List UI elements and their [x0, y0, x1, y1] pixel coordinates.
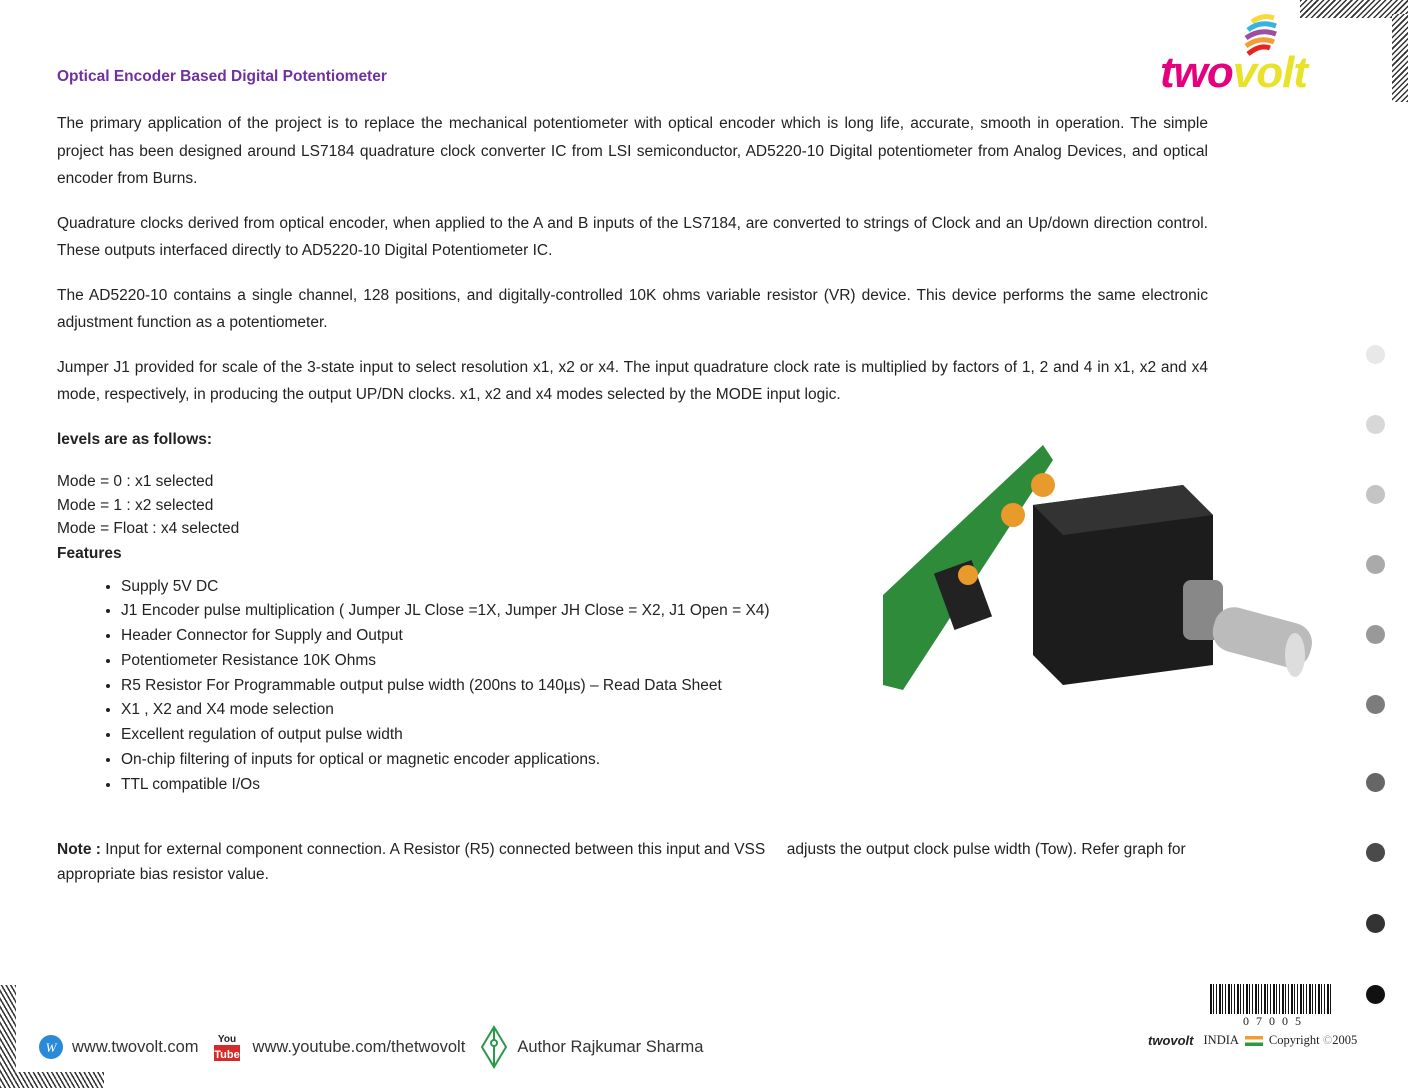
mode-item: Mode = 1 : x2 selected	[57, 496, 214, 514]
barcode	[1210, 984, 1332, 1014]
logo-text: two	[1160, 48, 1233, 97]
twovolt-logo	[1160, 14, 1380, 97]
copyright-symbol: ©	[1322, 1033, 1333, 1047]
decorative-dot	[1366, 914, 1385, 933]
copyright-text: Copyright	[1268, 1033, 1320, 1047]
mode-item: Mode = 0 : x1 selected	[57, 473, 214, 490]
feature-item: • X1 , X2 and X4 mode selection	[121, 698, 1208, 723]
mode-item: Mode = Float : x4 selected	[57, 520, 240, 537]
feature-item: • Supply 5V DC	[121, 575, 1208, 600]
decorative-dot	[1366, 625, 1385, 644]
levels-heading: levels are as follows:	[57, 430, 213, 448]
feature-item: • J1 Encoder pulse multiplication ( Jumper JL Close =1X, Jumper JH Close = X2, J1 Open = X4)	[121, 599, 1208, 624]
decorative-dot	[1366, 485, 1385, 504]
encoder-board-photo	[883, 445, 1320, 690]
decorative-dot	[1366, 345, 1385, 364]
feature-item: • TTL compatible I/Os	[121, 773, 1208, 798]
note-paragraph	[57, 838, 1197, 887]
feature-item: • R5 Resistor For Programmable output pulse width (200ns to 140µs) – Read Data Sheet	[121, 674, 1208, 699]
svg-text:W: W	[45, 1040, 57, 1055]
decorative-dot	[1366, 695, 1385, 714]
copyright-country: INDIA	[1203, 1033, 1239, 1047]
youtube-icon	[213, 1032, 241, 1062]
pen-nib-icon	[479, 1025, 509, 1069]
youtube-link[interactable]: www.youtube.com/thetwovolt	[252, 1037, 466, 1056]
decorative-dot	[1366, 415, 1385, 434]
decorative-dot	[1366, 773, 1385, 792]
page-title: Optical Encoder Based Digital Potentiometer	[57, 68, 387, 85]
feature-item: • Header Connector for Supply and Output	[121, 624, 1208, 649]
barcode-number: 07005	[1243, 1014, 1308, 1028]
paragraph: Quadrature clocks derived from optical encoder, when applied to the A and B inputs of the LS7184, are converted to strings of Clock and an Up/down direction control. These outputs interfaced directly to AD5220-10 Digital Potentiometer IC.	[57, 214, 1208, 259]
note-text: Input for external component connection. A Resistor (R5) connected between this input and VSS adjusts the output clock pulse width (Tow). Refer graph for appropriate bias resistor value.	[57, 841, 1190, 883]
feature-item: • Potentiometer Resistance 10K Ohms	[121, 649, 1208, 674]
feature-item: • On-chip filtering of inputs for optical or magnetic encoder applications.	[121, 748, 1208, 773]
corner-hatch-decoration	[0, 1072, 104, 1088]
corner-hatch-decoration	[1392, 14, 1408, 102]
website-globe-icon	[38, 1034, 64, 1060]
copyright-brand: twovolt	[1148, 1033, 1194, 1048]
copyright-line	[1148, 1033, 1357, 1048]
copyright-year: 2005	[1332, 1033, 1358, 1047]
footer	[38, 1025, 717, 1069]
paragraph: The AD5220-10 contains a single channel, 128 positions, and digitally-controlled 10K ohms variable resistor (VR) device. This device performs the same electronic adjustment function as a potentiometer.	[57, 286, 1208, 331]
youtube-icon-text: You	[217, 1034, 236, 1045]
india-flag-icon	[1245, 1036, 1263, 1046]
decorative-dot	[1366, 985, 1385, 1004]
features-heading: Features	[57, 544, 122, 562]
paragraph: Jumper J1 provided for scale of the 3-state input to select resolution x1, x2 or x4. The input quadrature clock rate is multiplied by factors of 1, 2 and 4 in x1, x2 and x4 mode, respectively, in producing the output UP/DN clocks. x1, x2 and x4 modes selected by the MODE input logic.	[57, 358, 1208, 403]
decorative-dot	[1366, 843, 1385, 862]
decorative-dot	[1366, 555, 1385, 574]
paragraph: The primary application of the project is to replace the mechanical potentiometer with optical encoder which is long life, accurate, smooth in operation. The simple project has been designed around LS7184 quadrature clock converter IC from LSI semiconductor, AD5220-10 Digital potentiometer from Analog Devices, and optical encoder from Burns.	[57, 115, 1208, 187]
author-name: Author Rajkumar Sharma	[517, 1037, 704, 1056]
note-label: Note :	[57, 841, 101, 858]
feature-item: • Excellent regulation of output pulse width	[121, 723, 1208, 748]
website-link[interactable]: www.twovolt.com	[72, 1037, 199, 1056]
logo-text: volt	[1232, 48, 1307, 97]
youtube-icon-text: Tube	[213, 1049, 240, 1061]
